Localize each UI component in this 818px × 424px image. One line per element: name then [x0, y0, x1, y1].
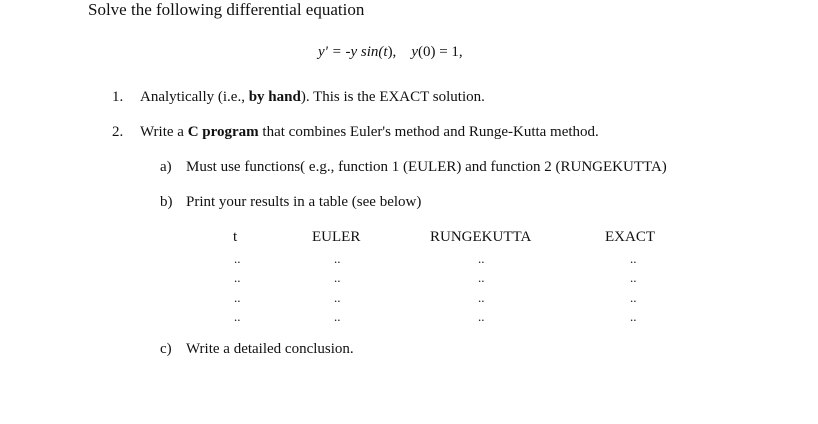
- subitem-label: c): [160, 341, 172, 357]
- subitem-text: Print your results in a table (see below): [186, 194, 422, 210]
- table-cell-placeholder: ..: [478, 270, 485, 285]
- task-number: 2.: [112, 124, 124, 140]
- task-item-2: [112, 124, 599, 141]
- task-text-bold: C program: [187, 124, 259, 140]
- initial-condition-rest: (0) = 1,: [417, 44, 463, 60]
- subitem-c: [160, 341, 354, 358]
- table-cell-placeholder: ..: [334, 251, 341, 266]
- subitem-label: a): [160, 159, 172, 175]
- table-header-exact: EXACT: [605, 229, 655, 245]
- table-cell-placeholder: ..: [334, 270, 341, 285]
- table-header-rungekutta: RUNGEKUTTA: [430, 229, 532, 245]
- subitem-text: Write a detailed conclusion.: [186, 341, 354, 357]
- problem-heading: Solve the following differential equation: [88, 0, 365, 19]
- task-text-pre: Write a: [140, 124, 188, 140]
- task-text-bold: by hand: [248, 89, 301, 105]
- initial-condition-y: y: [411, 44, 418, 60]
- table-cell-placeholder: ..: [234, 251, 241, 266]
- table-cell-placeholder: ..: [478, 309, 485, 324]
- table-cell-placeholder: ..: [478, 251, 485, 266]
- table-cell-placeholder: ..: [630, 251, 637, 266]
- task-number: 1.: [112, 89, 124, 105]
- table-cell-placeholder: ..: [478, 290, 485, 305]
- table-cell-placeholder: ..: [234, 309, 241, 324]
- table-cell-placeholder: ..: [630, 309, 637, 324]
- subitem-label: b): [160, 194, 173, 210]
- table-cell-placeholder: ..: [234, 290, 241, 305]
- subitem-text: Must use functions( e.g., function 1 (EULER) and function 2 (RUNGEKUTTA): [186, 159, 667, 175]
- task-item-1: [112, 89, 485, 106]
- table-cell-placeholder: ..: [630, 290, 637, 305]
- table-cell-placeholder: ..: [630, 270, 637, 285]
- subitem-a: [160, 159, 667, 176]
- equation-variable-t: t: [383, 44, 388, 60]
- differential-equation: [318, 44, 463, 61]
- task-text-post: ). This is the EXACT solution.: [300, 89, 485, 105]
- task-text-pre: Analytically (i.e.,: [140, 89, 249, 105]
- task-text-post: that combines Euler's method and Runge-Kutta method.: [258, 124, 599, 140]
- table-cell-placeholder: ..: [234, 270, 241, 285]
- table-header-euler: EULER: [312, 229, 361, 245]
- equation-mid: ),: [387, 44, 397, 60]
- subitem-b: [160, 194, 421, 211]
- table-cell-placeholder: ..: [334, 290, 341, 305]
- table-header-t: t: [233, 229, 238, 245]
- table-cell-placeholder: ..: [334, 309, 341, 324]
- equation-lhs: y' = -y sin(: [318, 44, 384, 60]
